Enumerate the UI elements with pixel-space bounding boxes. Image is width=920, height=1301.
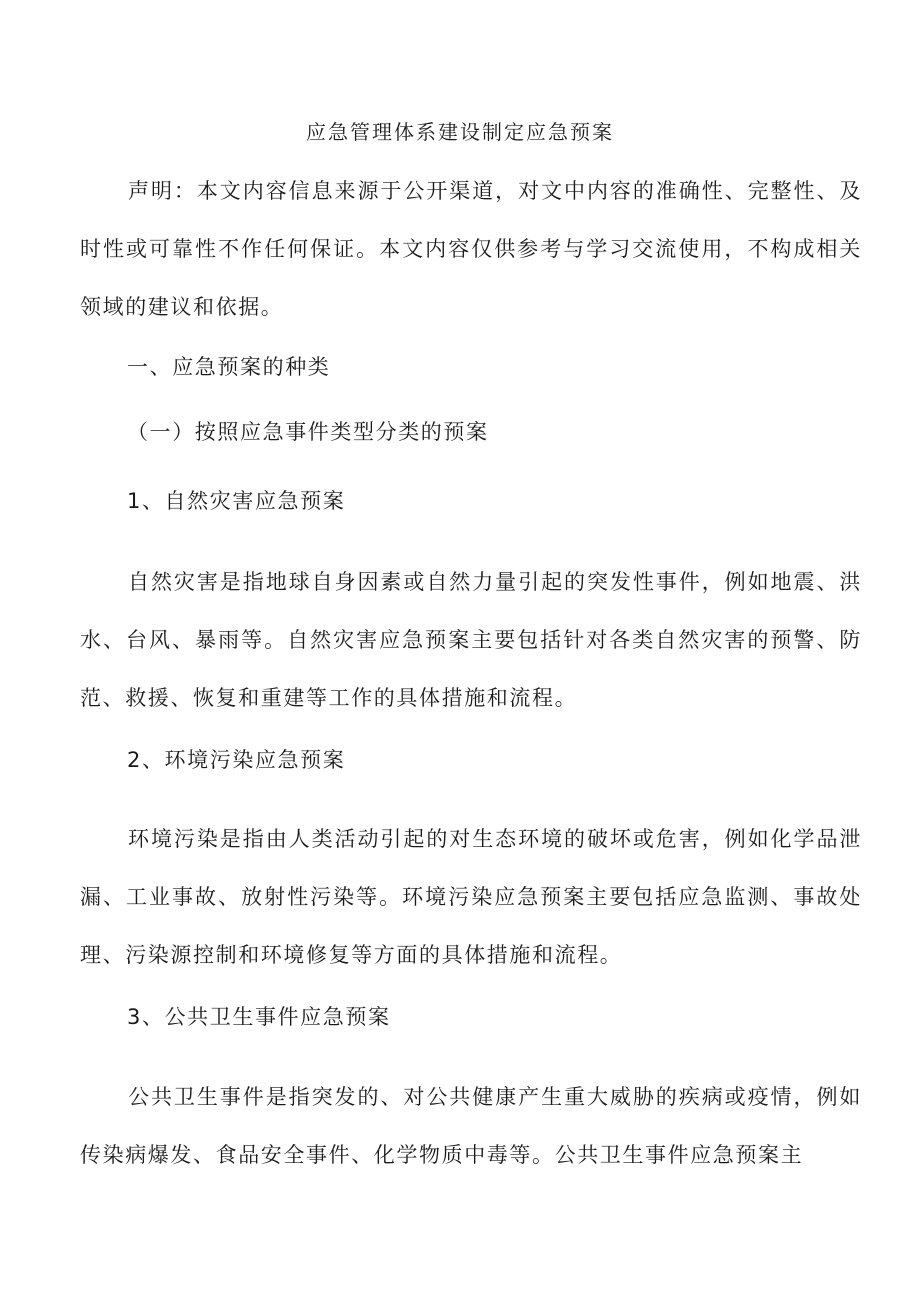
paragraph-environmental-pollution: 环境污染是指由人类活动引起的对生态环境的破坏或危害，例如化学品泄漏、工业事故、放射性污染等。环境污染应急预案主要包括应急监测、事故处理、污染源控制和环境修复等方面的具体措施和流程。 xyxy=(80,827,862,967)
item-heading-public-health: 3、公共卫生事件应急预案 xyxy=(127,1005,391,1029)
subsection-heading: （一）按照应急事件类型分类的预案 xyxy=(127,420,489,444)
disclaimer-paragraph: 声明：本文内容信息来源于公开渠道，对文中内容的准确性、完整性、及时性或可靠性不作任何保证。本文内容仅供参考与学习交流使用，不构成相关领域的建议和依据。 xyxy=(80,179,862,319)
document-title: 应急管理体系建设制定应急预案 xyxy=(306,120,614,144)
section-heading: 一、应急预案的种类 xyxy=(127,355,331,379)
paragraph-public-health: 公共卫生事件是指突发的、对公共健康产生重大威胁的疾病或疫情，例如传染病爆发、食品安全事件、化学物质中毒等。公共卫生事件应急预案主 xyxy=(80,1085,862,1167)
paragraph-natural-disaster: 自然灾害是指地球自身因素或自然力量引起的突发性事件，例如地震、洪水、台风、暴雨等。自然灾害应急预案主要包括针对各类自然灾害的预警、防范、救援、恢复和重建等工作的具体措施和流程。 xyxy=(80,570,862,710)
item-heading-environmental-pollution: 2、环境污染应急预案 xyxy=(127,748,346,772)
item-heading-natural-disaster: 1、自然灾害应急预案 xyxy=(127,489,346,513)
